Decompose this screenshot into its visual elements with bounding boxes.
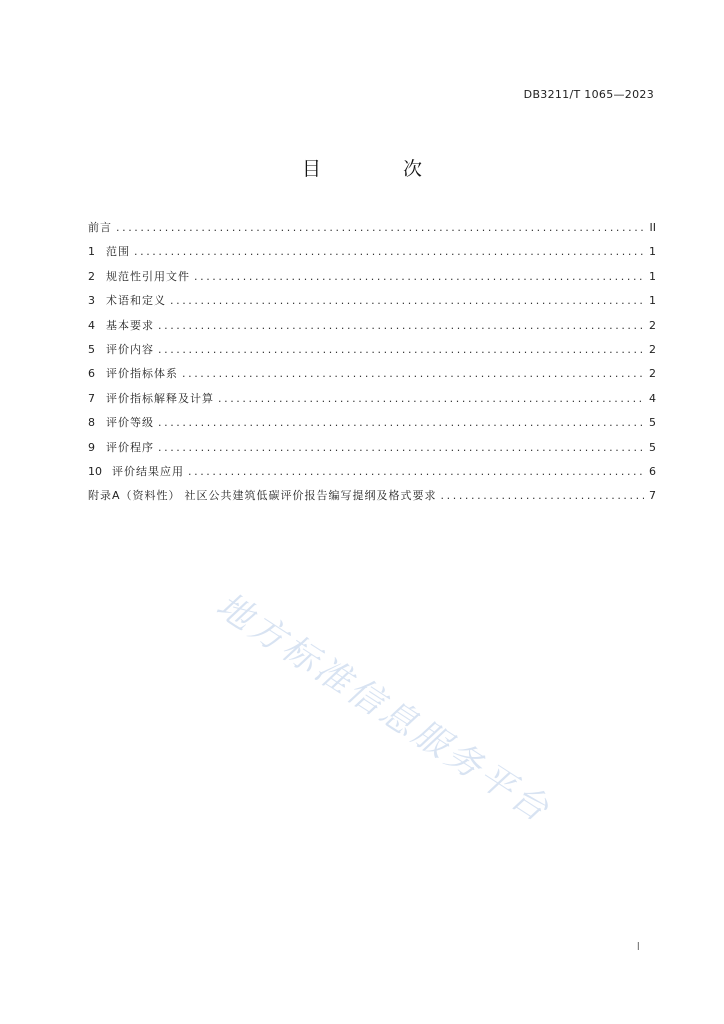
toc-entry-indicator-system[interactable]: [88, 364, 656, 388]
toc-dot-leader: [170, 291, 644, 311]
toc-entry-label: 基本要求: [106, 318, 154, 332]
toc-entry-basic-requirements[interactable]: [88, 316, 656, 340]
toc-dot-leader: [194, 267, 644, 287]
toc-dot-leader: [182, 364, 644, 384]
toc-entry-number: 3: [88, 294, 95, 308]
toc-entry-number: 4: [88, 318, 95, 332]
toc-entry-label: 规范性引用文件: [106, 269, 190, 283]
page-title: 目 次: [301, 158, 461, 180]
toc-entry-page: 7: [649, 489, 656, 503]
toc-entry-page: 2: [649, 318, 656, 332]
toc-entry-terms-definitions[interactable]: [88, 291, 656, 315]
toc-entry-page: 2: [649, 367, 656, 381]
toc-entry-normative-references[interactable]: [88, 267, 656, 291]
appendix-title: 社区公共建筑低碳评价报告编写提纲及格式要求: [184, 489, 437, 503]
toc-dot-leader: [134, 242, 644, 262]
toc-entry-appendix-a[interactable]: [88, 486, 656, 510]
toc-entry-page: 6: [649, 464, 656, 478]
appendix-label: 附录A（资料性）: [88, 489, 181, 503]
toc-dot-leader: [188, 462, 644, 482]
toc-entry-number: 9: [88, 440, 95, 454]
document-code: DB3211/T 1065—2023: [523, 88, 654, 101]
toc-entry-number: 2: [88, 269, 95, 283]
toc-entry-evaluation-grade[interactable]: [88, 413, 656, 437]
toc-dot-leader: [158, 438, 644, 458]
toc-entry-page: 1: [649, 294, 656, 308]
toc-entry-label: 术语和定义: [106, 294, 166, 308]
toc-dot-leader: [158, 316, 644, 336]
toc-entry-page: 1: [649, 269, 656, 283]
toc-entry-page: 4: [649, 391, 656, 405]
toc-entry-label: 评价指标解释及计算: [106, 391, 214, 405]
toc-entry-number: 1: [88, 245, 95, 259]
toc-entry-label: 评价结果应用: [112, 464, 184, 478]
toc-entry-number: 8: [88, 416, 95, 430]
toc-entry-label: 范围: [106, 245, 130, 259]
toc-entry-page: 1: [649, 245, 656, 259]
toc-entry-label: 评价指标体系: [106, 367, 178, 381]
toc-dot-leader: [441, 486, 644, 506]
toc-entry-label: 评价内容: [106, 342, 154, 356]
toc-entry-evaluation-content[interactable]: [88, 340, 656, 364]
toc-dot-leader: [116, 218, 644, 238]
toc-entry-number: 10: [88, 464, 102, 478]
toc-entry-result-application[interactable]: [88, 462, 656, 486]
toc-entry-label: 前言: [88, 221, 112, 234]
toc-entry-evaluation-procedure[interactable]: [88, 438, 656, 462]
toc-entry-number: 5: [88, 342, 95, 356]
toc-entry-label: 评价等级: [106, 416, 154, 430]
toc-dot-leader: [158, 413, 644, 433]
toc-entry-page: 5: [649, 440, 656, 454]
page-number: I: [636, 940, 640, 953]
toc-entry-page: 5: [649, 416, 656, 430]
toc-entry-number: 7: [88, 391, 95, 405]
table-of-contents: [88, 218, 656, 511]
toc-entry-foreword[interactable]: [88, 218, 656, 242]
watermark-text: 地方标准信息服务平台: [208, 585, 558, 832]
toc-entry-number: 6: [88, 367, 95, 381]
toc-entry-indicator-calculation[interactable]: [88, 389, 656, 413]
toc-entry-page: 2: [649, 342, 656, 356]
toc-dot-leader: [158, 340, 644, 360]
toc-entry-page: II: [649, 221, 656, 234]
toc-entry-scope[interactable]: [88, 242, 656, 266]
toc-entry-label: 评价程序: [106, 440, 154, 454]
toc-dot-leader: [218, 389, 644, 409]
